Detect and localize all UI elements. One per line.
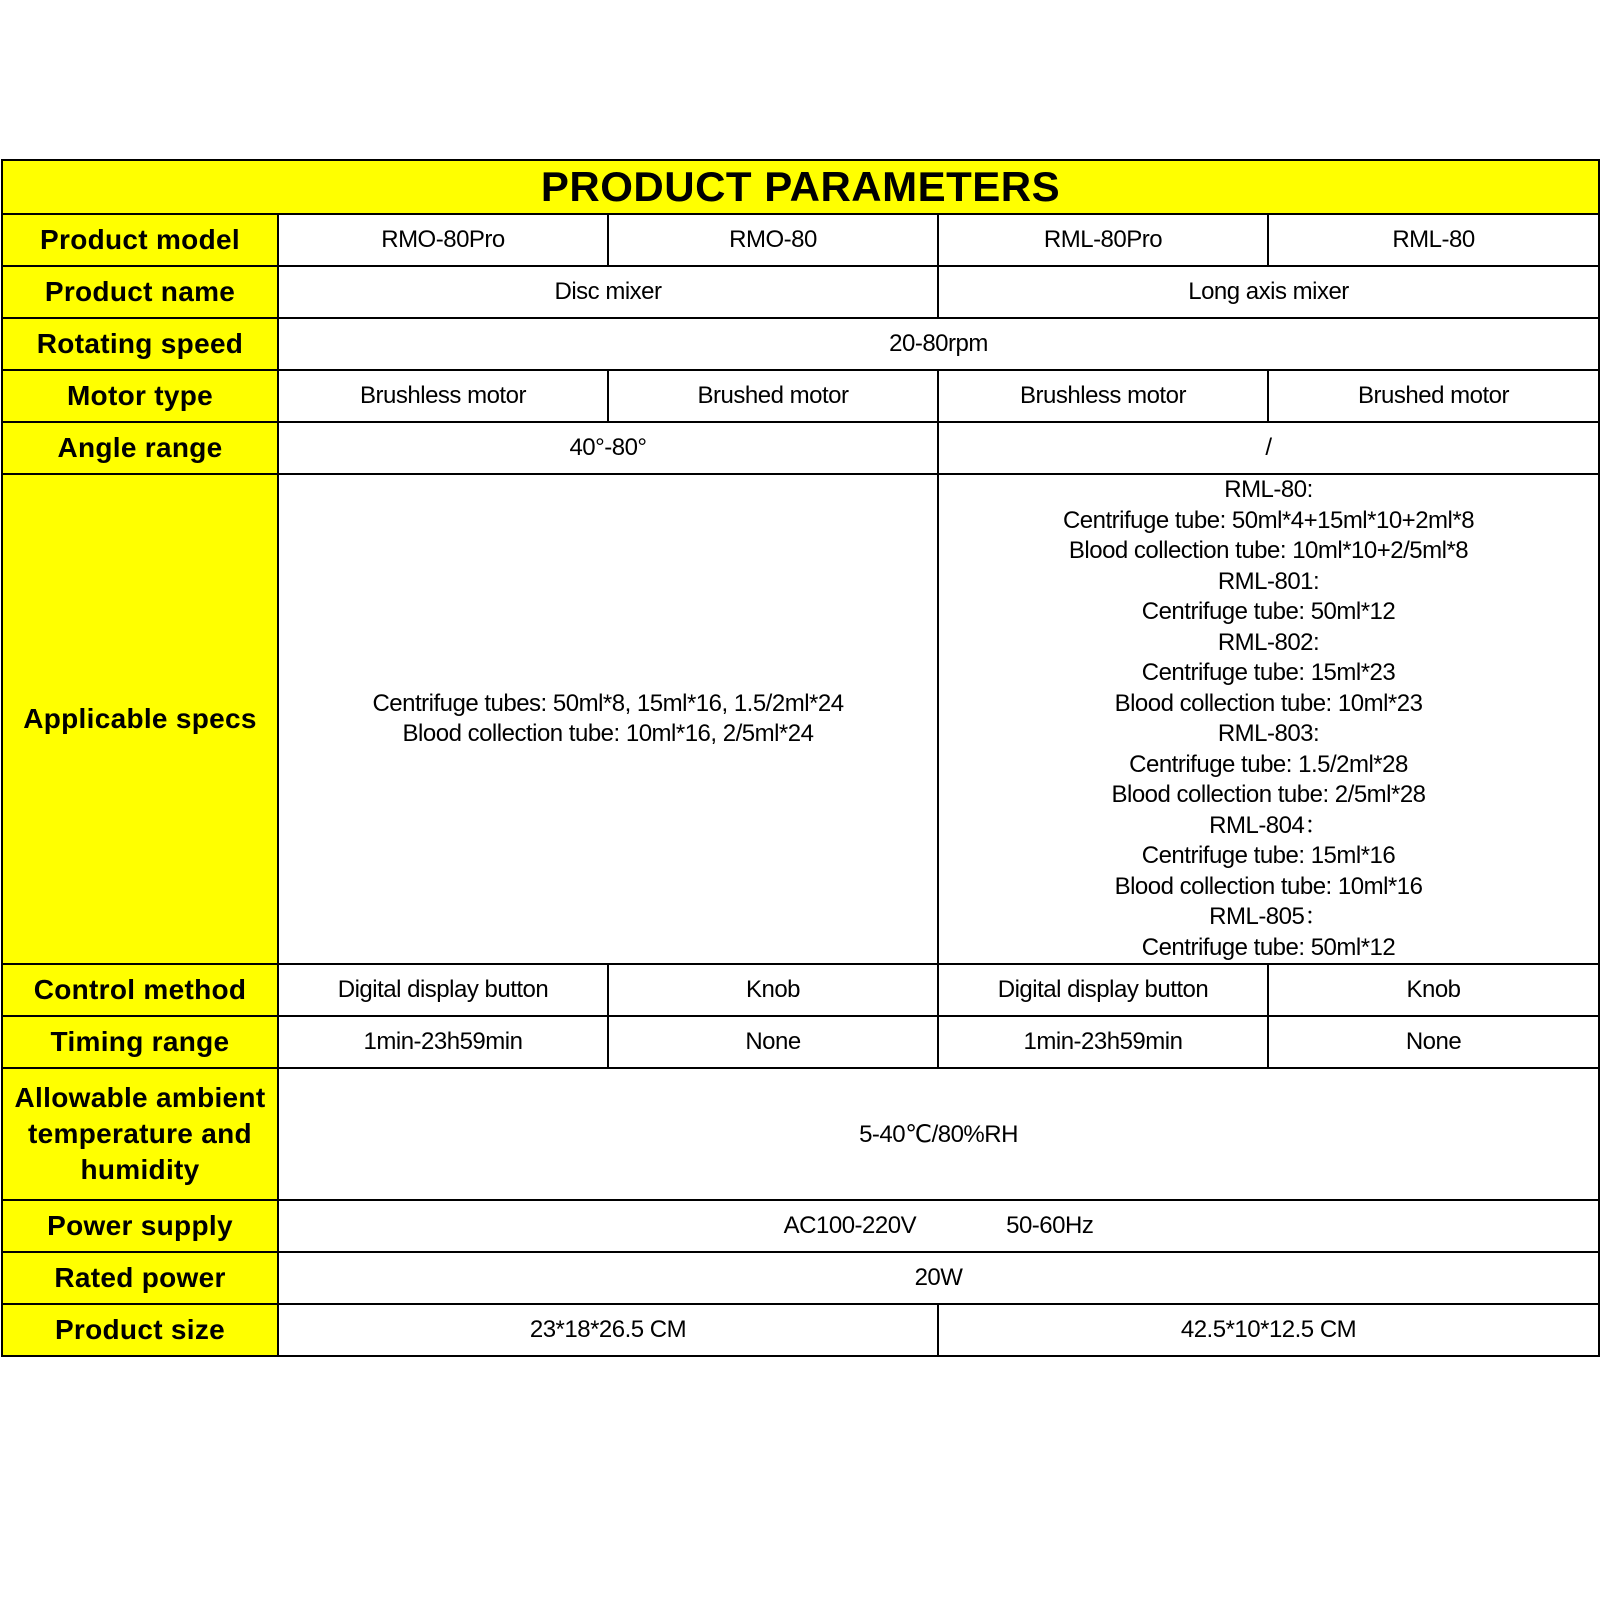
row-product-name xyxy=(2,266,1599,318)
control-method-cell: Digital display button xyxy=(278,964,608,1016)
timing-range-cell: 1min-23h59min xyxy=(278,1016,608,1068)
row-angle-range xyxy=(2,422,1599,474)
product-size-cell: 23*18*26.5 CM xyxy=(278,1304,938,1356)
row-ambient xyxy=(2,1068,1599,1200)
ambient-cell: 5-40℃/80%RH xyxy=(278,1068,1599,1200)
angle-range-cell: 40°-80° xyxy=(278,422,938,474)
power-voltage: AC100-220V xyxy=(783,1212,917,1239)
row-motor-type xyxy=(2,370,1599,422)
control-method-cell: Knob xyxy=(608,964,938,1016)
row-power-supply xyxy=(2,1200,1599,1252)
label-rotating-speed: Rotating speed xyxy=(2,318,278,370)
label-product-model: Product model xyxy=(2,214,278,266)
label-ambient: Allowable ambient temperature and humidity xyxy=(2,1068,278,1200)
timing-range-cell: 1min-23h59min xyxy=(938,1016,1268,1068)
row-product-size xyxy=(2,1304,1599,1356)
product-parameters-table xyxy=(1,159,1600,1357)
product-name-cell: Long axis mixer xyxy=(938,266,1599,318)
angle-range-cell: / xyxy=(938,422,1599,474)
row-rated-power xyxy=(2,1252,1599,1304)
row-control-method xyxy=(2,964,1599,1016)
label-angle-range: Angle range xyxy=(2,422,278,474)
motor-type-cell: Brushless motor xyxy=(278,370,608,422)
disc-mixer-specs: Centrifuge tubes: 50ml*8, 15ml*16, 1.5/2ml*24 Blood collection tube: 10ml*16, 2/5ml*24 xyxy=(278,474,938,964)
label-motor-type: Motor type xyxy=(2,370,278,422)
row-timing-range xyxy=(2,1016,1599,1068)
label-product-size: Product size xyxy=(2,1304,278,1356)
power-frequency: 50-60Hz xyxy=(1006,1212,1094,1239)
row-applicable-specs xyxy=(2,474,1599,964)
rotating-speed-cell: 20-80rpm xyxy=(278,318,1599,370)
label-control-method: Control method xyxy=(2,964,278,1016)
power-supply-cell xyxy=(278,1200,1599,1252)
control-method-cell: Digital display button xyxy=(938,964,1268,1016)
timing-range-cell: None xyxy=(608,1016,938,1068)
motor-type-cell: Brushed motor xyxy=(608,370,938,422)
product-name-cell: Disc mixer xyxy=(278,266,938,318)
timing-range-cell: None xyxy=(1268,1016,1599,1068)
model-cell: RMO-80Pro xyxy=(278,214,608,266)
label-power-supply: Power supply xyxy=(2,1200,278,1252)
motor-type-cell: Brushless motor xyxy=(938,370,1268,422)
title-row xyxy=(2,160,1599,214)
label-timing-range: Timing range xyxy=(2,1016,278,1068)
label-product-name: Product name xyxy=(2,266,278,318)
row-rotating-speed xyxy=(2,318,1599,370)
product-size-cell: 42.5*10*12.5 CM xyxy=(938,1304,1599,1356)
model-cell: RML-80Pro xyxy=(938,214,1268,266)
label-rated-power: Rated power xyxy=(2,1252,278,1304)
rated-power-cell: 20W xyxy=(278,1252,1599,1304)
table-title: PRODUCT PARAMETERS xyxy=(2,160,1599,214)
row-product-model xyxy=(2,214,1599,266)
motor-type-cell: Brushed motor xyxy=(1268,370,1599,422)
control-method-cell: Knob xyxy=(1268,964,1599,1016)
model-cell: RMO-80 xyxy=(608,214,938,266)
long-axis-mixer-specs: RML-80: Centrifuge tube: 50ml*4+15ml*10+2ml*8 Blood collection tube: 10ml*10+2/5ml*8 RML-801: Centrifuge tube: 50ml*12 RML-802: Centrifuge tube: 15ml*23 Blood collection tube: 10ml*23 RML-803: Centrifuge tube: 1.5/2ml*28 Blood collection tube: 2/5ml*28 RML-804： Centrifuge tube: 15ml*16 Blood collection tube: 10ml*16 RML-805： Centrifuge tube: 50ml*12 xyxy=(938,474,1599,964)
model-cell: RML-80 xyxy=(1268,214,1599,266)
label-applicable-specs: Applicable specs xyxy=(2,474,278,964)
